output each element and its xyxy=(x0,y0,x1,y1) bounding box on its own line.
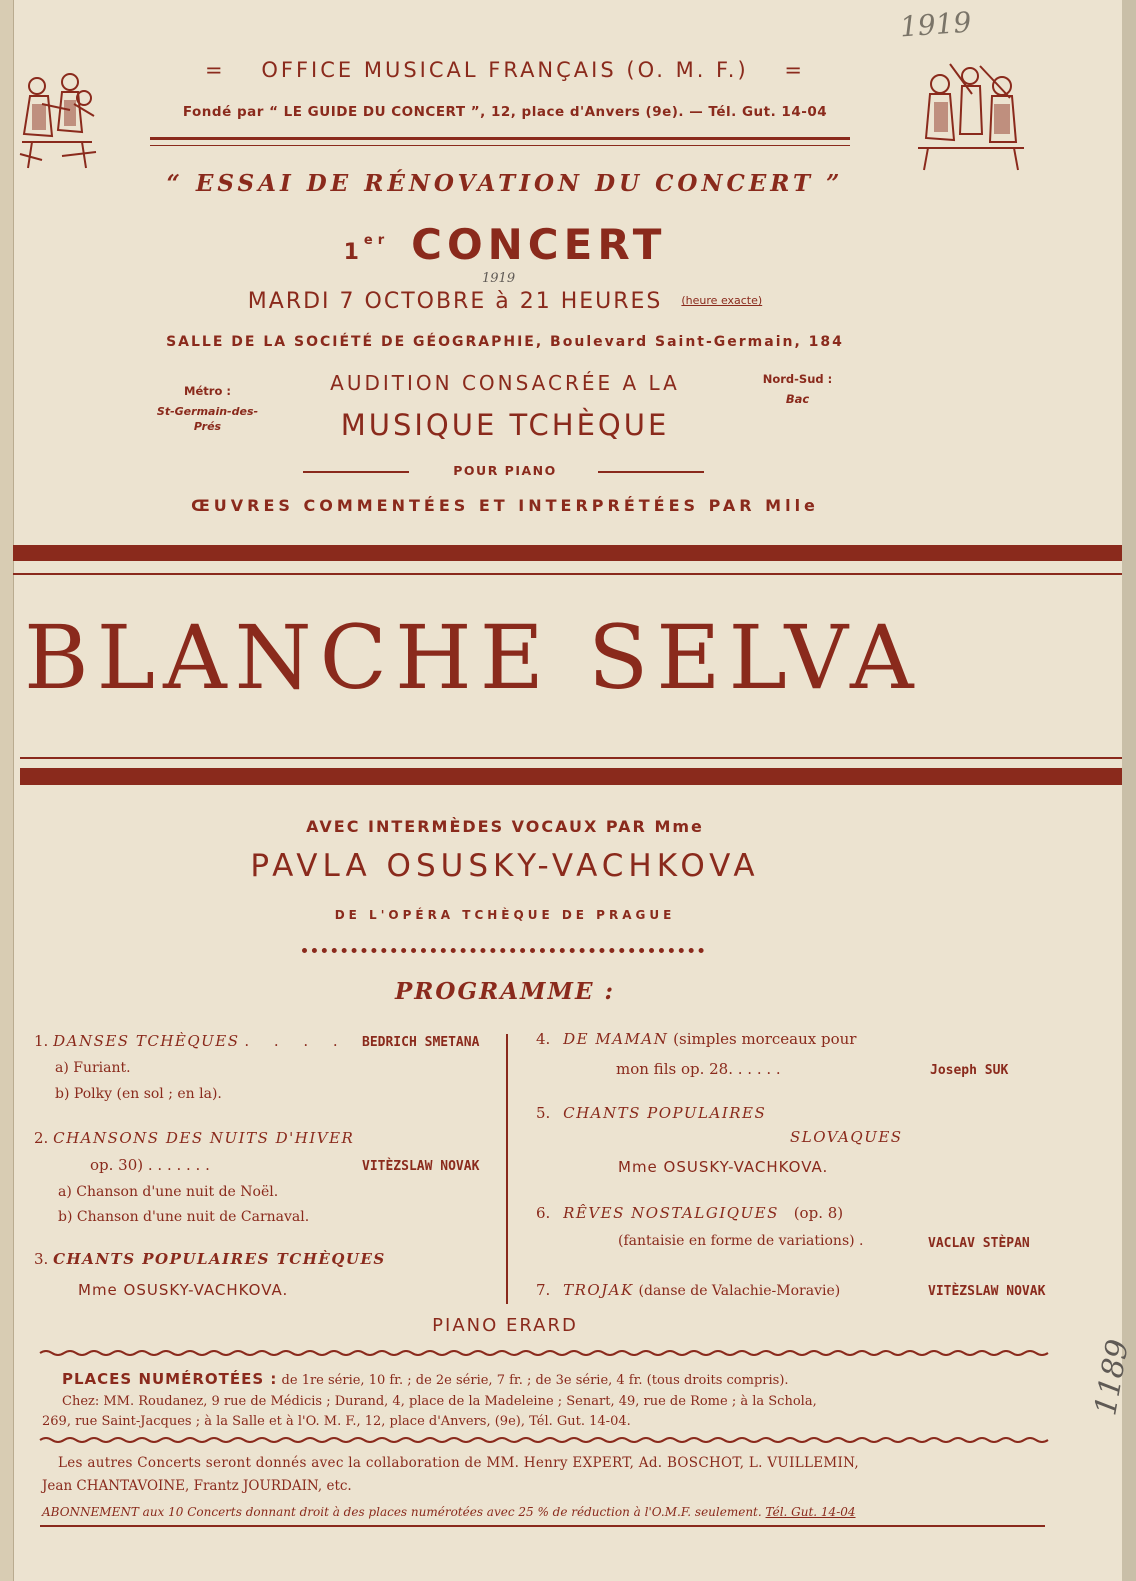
header-dash-right: = xyxy=(784,58,805,82)
piano-maker: PIANO ERARD xyxy=(432,1315,578,1336)
item-title: CHANSONS DES NUITS D'HIVER xyxy=(53,1129,355,1147)
performer-name: BLANCHE SELVA xyxy=(24,606,922,709)
item-rest: (danse de Valachie-Moravie) xyxy=(638,1283,841,1299)
metro-label: Métro : xyxy=(184,384,231,398)
item-number: 1. xyxy=(34,1032,49,1050)
item-title: DANSES TCHÈQUES xyxy=(53,1032,240,1050)
item-number: 5. xyxy=(536,1104,551,1122)
places-prices: de 1re série, 10 fr. ; de 2e série, 7 fr. ; de 3e série, 4 fr. (tous droits compris). xyxy=(281,1373,789,1388)
essai-line: “ ESSAI DE RÉNOVATION DU CONCERT ” xyxy=(166,170,844,197)
programme-divider xyxy=(506,1034,508,1304)
collaboration-line-1: Les autres Concerts seront donnés avec la collaboration de MM. Henry EXPERT, Ad. BOSCHOT, L. VUILLEMIN, xyxy=(58,1455,859,1471)
handwritten-year-annotation: 1919 xyxy=(898,5,973,44)
item-composer: BEDRICH SMETANA xyxy=(362,1035,480,1050)
concert-word: CONCERT xyxy=(411,220,667,269)
item-title: CHANTS POPULAIRES TCHÈQUES xyxy=(53,1250,386,1268)
concert-date: MARDI 7 OCTOBRE à 21 HEURES xyxy=(247,289,663,314)
item-title: TROJAK xyxy=(563,1281,634,1299)
collaboration-line-2: Jean CHANTAVOINE, Frantz JOURDAIN, etc. xyxy=(42,1478,352,1494)
oeuvres-line: ŒUVRES COMMENTÉES ET INTERPRÉTÉES PAR Mlle xyxy=(191,496,819,515)
nordsud-label: Nord-Sud : xyxy=(762,372,833,386)
item-sub: a) Furiant. xyxy=(55,1060,131,1076)
programme-title: PROGRAMME : xyxy=(395,978,615,1005)
item-composer: VITÈZSLAW NOVAK xyxy=(362,1159,480,1174)
item-title: CHANTS POPULAIRES xyxy=(563,1104,767,1122)
vocal-dotted-rule xyxy=(302,948,704,953)
programme-item-7 xyxy=(536,1281,840,1299)
item-continuation: op. 30) . . . . . . . xyxy=(90,1156,210,1174)
handwritten-year-date: 1919 xyxy=(482,271,516,286)
places-sellers-1: Chez: MM. Roudanez, 9 rue de Médicis ; Durand, 4, place de la Madeleine ; Senart, 49, rue de Rome ; à la Schola, xyxy=(62,1394,817,1409)
places-line xyxy=(62,1370,789,1388)
item-dots: . . . . xyxy=(244,1032,348,1050)
wavy-rule-bottom xyxy=(40,1436,1050,1444)
item-composer: Joseph SUK xyxy=(930,1063,1009,1078)
band-thin-top xyxy=(13,573,1122,575)
concert-date-line xyxy=(0,289,1010,314)
band-thick-top xyxy=(13,545,1122,561)
item-sub: a) Chanson d'une nuit de Noël. xyxy=(58,1184,279,1200)
item-continuation: (fantaisie en forme de variations) . xyxy=(618,1233,864,1249)
wavy-rule-top xyxy=(40,1349,1050,1357)
band-thick-bottom xyxy=(20,768,1122,785)
audition-line-1: AUDITION CONSACRÉE A LA xyxy=(330,371,680,395)
item-title: RÊVES NOSTALGIQUES xyxy=(563,1204,779,1222)
founded-line: Fondé par “ LE GUIDE DU CONCERT ”, 12, place d'Anvers (9e). — Tél. Gut. 14-04 xyxy=(182,104,828,120)
nordsud-station: Bac xyxy=(785,392,810,406)
item-sub: b) Chanson d'une nuit de Carnaval. xyxy=(58,1209,310,1225)
header-rule-bottom xyxy=(150,145,850,146)
header-rule-top xyxy=(150,137,850,140)
venue-line: SALLE DE LA SOCIÉTÉ DE GÉOGRAPHIE, Boulevard Saint-Germain, 184 xyxy=(166,334,844,350)
programme-item-3 xyxy=(34,1250,386,1268)
metro-station: St-Germain-des-Prés xyxy=(156,405,259,433)
margin-number-handwritten: 1189 xyxy=(1088,1336,1136,1419)
item-performer: Mme OSUSKY-VACHKOVA. xyxy=(78,1281,289,1299)
places-label: PLACES NUMÉROTÉES : xyxy=(62,1370,278,1388)
programme-item-6 xyxy=(536,1204,843,1222)
concert-number: 1 xyxy=(343,240,364,265)
concert-number-suffix: er xyxy=(363,233,390,248)
programme-item-1 xyxy=(34,1032,348,1050)
audition-line-2: MUSIQUE TCHÈQUE xyxy=(340,408,670,442)
programme-item-4 xyxy=(536,1030,856,1048)
item-title: DE MAMAN xyxy=(563,1030,669,1048)
item-number: 4. xyxy=(536,1030,551,1048)
item-number: 7. xyxy=(536,1281,551,1299)
programme-item-2 xyxy=(34,1129,354,1147)
item-performer: Mme OSUSKY-VACHKOVA. xyxy=(618,1158,829,1176)
item-number: 3. xyxy=(34,1250,49,1268)
item-title-continued: SLOVAQUES xyxy=(790,1128,903,1146)
places-sellers-2: 269, rue Saint-Jacques ; à la Salle et à l'O. M. F., 12, place d'Anvers, (9e), Tél. Gut. 14-04. xyxy=(42,1414,631,1429)
item-sub: b) Polky (en sol ; en la). xyxy=(55,1086,222,1102)
item-composer: VACLAV STÈPAN xyxy=(928,1236,1030,1251)
abonnement-text: ABONNEMENT aux 10 Concerts donnant droit à des places numérotées avec 25 % de réduction à l'O.M.F. seulement. xyxy=(42,1505,762,1519)
item-rest: (simples morceaux pour xyxy=(673,1030,857,1048)
header-dash-left: = xyxy=(205,58,226,82)
vocal-intro: AVEC INTERMÈDES VOCAUX PAR Mme xyxy=(306,817,704,836)
opera-line: DE L'OPÉRA TCHÈQUE DE PRAGUE xyxy=(334,908,676,922)
item-continuation: mon fils op. 28. . . . . . xyxy=(616,1060,781,1078)
exact-time-note: (heure exacte) xyxy=(681,294,763,307)
pour-piano: POUR PIANO xyxy=(453,463,557,478)
singer-name: PAVLA OSUSKY-VACHKOVA xyxy=(250,848,760,884)
item-rest: (op. 8) xyxy=(793,1204,844,1222)
footer-rule xyxy=(40,1525,1045,1527)
item-number: 2. xyxy=(34,1129,49,1147)
office-name: OFFICE MUSICAL FRANÇAIS (O. M. F.) xyxy=(261,58,749,82)
item-number: 6. xyxy=(536,1204,551,1222)
band-thin-bottom xyxy=(20,757,1122,759)
concert-title xyxy=(0,220,1010,269)
abonnement-tel: Tél. Gut. 14-04 xyxy=(765,1505,856,1519)
item-composer: VITÈZSLAW NOVAK xyxy=(928,1284,1046,1299)
header-office-line xyxy=(0,58,1010,82)
abonnement-line xyxy=(42,1505,856,1519)
programme-item-5 xyxy=(536,1104,766,1122)
